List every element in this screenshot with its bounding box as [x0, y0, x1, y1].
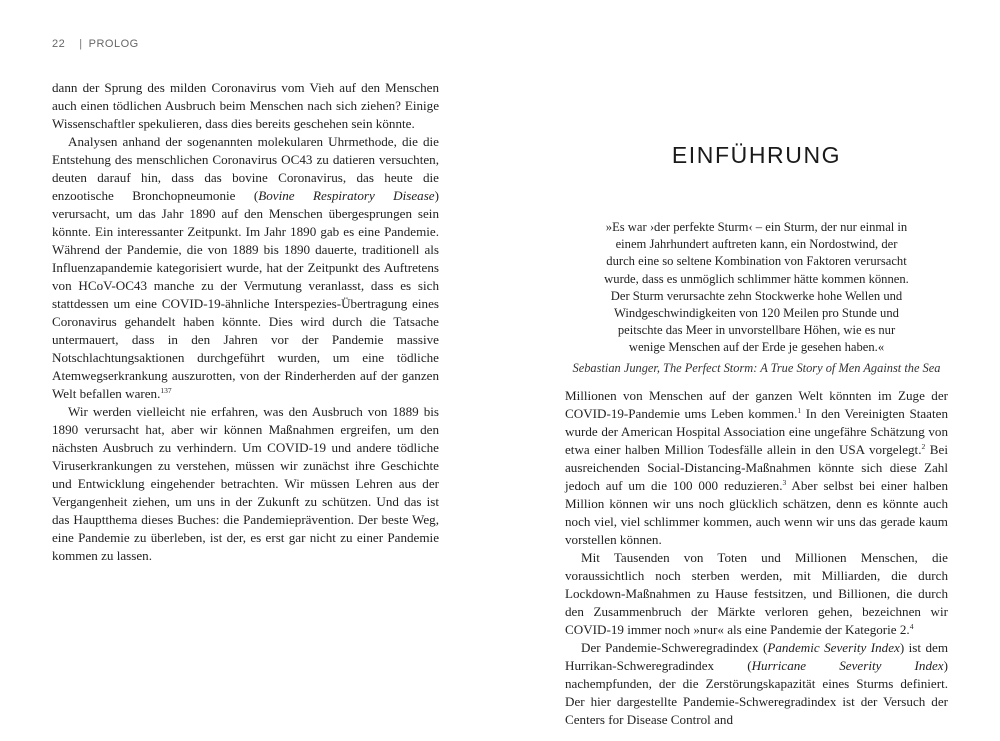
text-run: dann der Sprung des milden Coronavirus vom Vieh auf den Menschen auch einen tödlichen Ausbruch beim Menschen nach sich ziehen? Einige Wissenschaftler spekulieren, dass dies bereits geschehen sein könnte.: [52, 80, 439, 131]
left-body-text: [52, 79, 439, 565]
italic-term: Pandemic Severity Index: [767, 640, 900, 655]
epigraph-line: wurde, dass es unmöglich schlimmer hätte kommen können.: [604, 271, 909, 286]
text-run: Mit Tausenden von Toten und Millionen Menschen, die voraussichtlich noch sterben werden, mit Milliarden, die durch Lockdown-Maßnahmen zu Hause festsitzen, und Billionen, die durch den Zusammenbruch der Märkte verloren gehen, bezeichnen wir COVID-19 immer noch »nur« als eine Pandemie der Kategorie 2.: [565, 550, 948, 637]
footnote-ref: 4: [909, 622, 914, 631]
epigraph-line: wenige Menschen auf der Erde je gesehen haben.«: [628, 340, 885, 355]
text-run: Analysen anhand der sogenannten molekularen Uhrmethode, die die Entstehung des menschlichen Coronavirus OC43 zu datieren versuchten, deuten darauf hin, dass das bovine Coronavirus, das heute die enzootische Bronchopneumonie (: [52, 134, 439, 203]
epigraph-line: peitschte das Meer in unvorstellbare Höhen, wie es nur: [617, 323, 896, 338]
italic-term: Bovine Respiratory Disease: [258, 188, 435, 203]
chapter-title: EINFÜHRUNG: [671, 142, 842, 168]
section-name: PROLOG: [88, 38, 139, 50]
text-run: Aber selbst bei einer halben Million können wir uns noch glücklich schätzen, denn es könnte auch noch viel, viel schlimmer kommen, auch wenn wir uns das gerade kaum vorstellen können.: [565, 478, 948, 547]
footnote-ref: 137: [160, 386, 172, 395]
epigraph-quote: [565, 219, 948, 357]
text-run: Der Pandemie-Schweregradindex (: [581, 640, 768, 655]
epigraph-line: einem Jahrhundert auftreten kann, ein Nordostwind, der: [615, 237, 898, 252]
paragraph: [52, 403, 439, 565]
footnote-ref: 2: [921, 442, 926, 451]
italic-term: Hurricane Severity Index: [751, 658, 944, 673]
text-run: In den Vereinigten Staaten wurde der American Hospital Association eine ungefähre Schätzung von etwa einer halben Million Todesfälle allein in den USA vorgelegt.: [565, 406, 948, 457]
paragraph: [565, 549, 948, 639]
paragraph: [52, 133, 439, 403]
paragraph: [565, 639, 948, 729]
epigraph-line: Der Sturm verursachte zehn Stockwerke hohe Wellen und: [610, 288, 903, 303]
epigraph-line: durch eine so seltene Kombination von Faktoren verursacht: [606, 254, 907, 269]
running-head: [52, 38, 139, 50]
text-run: ) nachempfunden, der die Zerstörungskapazität eines Sturms definiert. Der hier dargestellte Pandemie-Schweregradindex ist der Versuch der Centers for Disease Control and: [565, 658, 948, 727]
text-run: Bei ausreichenden Social-Distancing-Maßnahmen könnte sich diese Zahl jedoch auf um die 100 000 reduzieren.: [565, 442, 948, 493]
text-run: ) verursacht, um das Jahr 1890 auf den Menschen übergesprungen sein könnte. Ein interessanter Zeitpunkt. Im Jahr 1890 gab es eine Pandemie. Während der Pandemie, die von 1889 bis 1890 dauerte, traditionell als Influenzapandemie kategorisiert wurde, hat der Zeitpunkt des Auftretens von HCoV-OC43 manche zu der Vermutung veranlasst, dass es sich stattdessen um eine COVID-19-ähnliche Interspezies-Übertragung eines Coronavirus gehandelt haben könnte. Dies wird durch die Tatsache untermauert, dass in den Jahren vor der Pandemie massive Notschlachtungsaktionen durchgeführt wurden, um eine tödliche Atemwegserkrankung auszurotten, von der Rinderherden auf der ganzen Welt befallen waren.: [52, 188, 439, 401]
text-run: Wir werden vielleicht nie erfahren, was den Ausbruch von 1889 bis 1890 verursacht hat, aber wir können Maßnahmen ergreifen, um den nächsten Ausbruch zu verhindern. Um COVID-19 und andere tödliche Viruserkrankungen zu verstehen, müssen wir zunächst ihre Geschichte und Entwicklung eingehender betrachten. Wir müssen Lehren aus der Vergangenheit ziehen, um uns in der Zukunft zu schützen. Und das ist das Hauptthema dieses Buches: die Pandemieprävention. Der beste Weg, eine Pandemie zu überleben, ist der, es erst gar nicht zu einer Pandemie kommen zu lassen.: [52, 404, 439, 563]
running-head-separator: |: [79, 38, 83, 50]
epigraph-source: Sebastian Junger, The Perfect Storm: A True Story of Men Against the Sea: [572, 361, 941, 375]
text-run: Millionen von Menschen auf der ganzen Welt könnten im Zuge der COVID-19-Pandemie ums Leben kommen.: [565, 388, 948, 421]
epigraph-line: Windgeschwindigkeiten von 120 Meilen pro Stunde und: [614, 306, 899, 321]
epigraph-line: »Es war ›der perfekte Sturm‹ – ein Sturm, der nur einmal in: [605, 220, 908, 234]
paragraph: [565, 387, 948, 549]
paragraph: [52, 79, 439, 133]
footnote-ref: 1: [797, 406, 802, 415]
page-number: 22: [52, 38, 66, 50]
text-run: ) ist dem Hurrikan-Schweregradindex (: [565, 640, 948, 673]
right-body-text: [565, 387, 948, 729]
footnote-ref: 3: [782, 478, 787, 487]
